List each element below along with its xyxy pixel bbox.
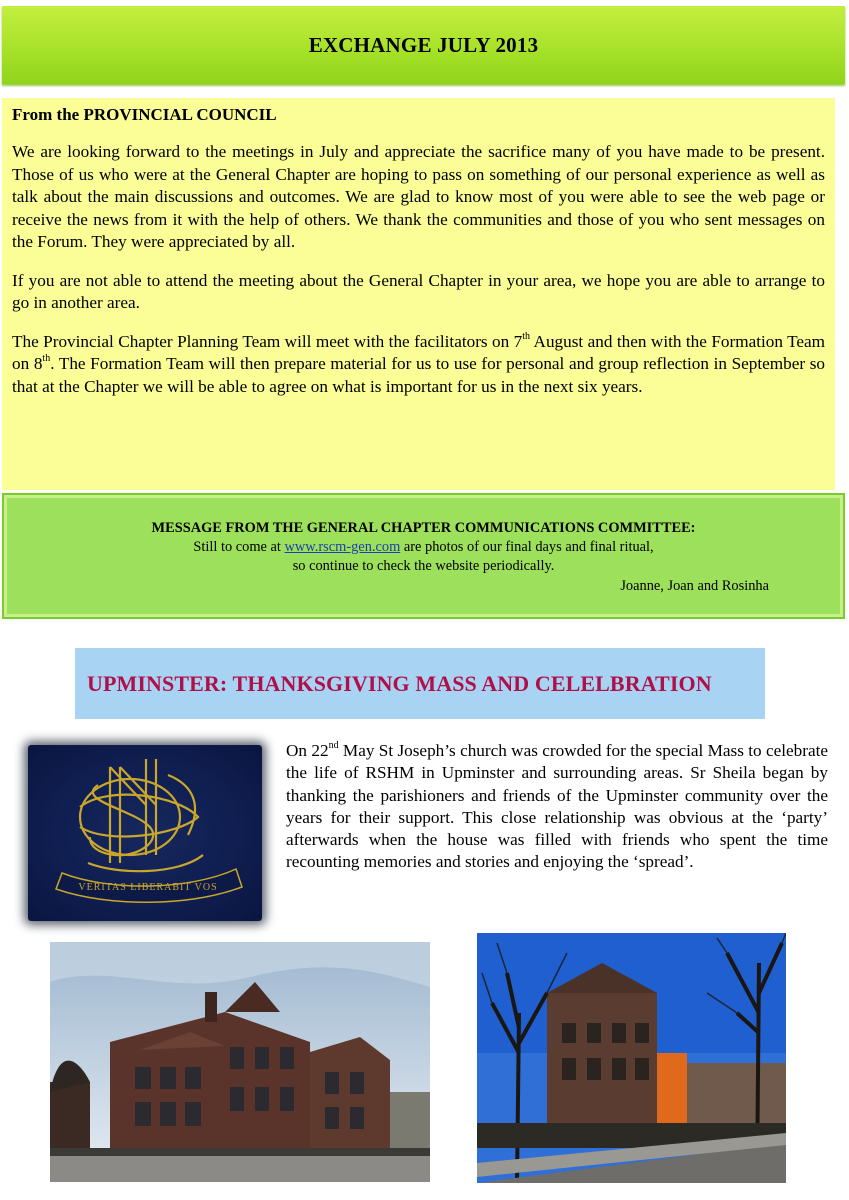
house-photo-graphic [50, 942, 430, 1182]
communications-message-box [2, 493, 845, 619]
message-title: MESSAGE FROM THE GENERAL CHAPTER COMMUNICATIONS COMMITTEE: [151, 520, 696, 536]
header-banner [2, 6, 845, 84]
council-paragraph-3-part-c: . The Formation Team will then prepare material for us to use for personal and group reflection in September so that at the Chapter we will be able to agree on what is important for us in the next six years. [12, 354, 826, 396]
message-body [4, 519, 843, 576]
message-signature: Joanne, Joan and Rosinha [620, 578, 769, 594]
message-line-1-post: are photos of our final days and final ritual, [400, 539, 654, 555]
thanksgiving-story [286, 740, 828, 874]
message-line-1 [4, 538, 843, 557]
council-heading: From the PROVINCIAL COUNCIL [12, 105, 277, 124]
ordinal-suffix: nd [328, 740, 339, 752]
council-paragraph-3 [12, 331, 825, 399]
ordinal-suffix: th [522, 330, 531, 342]
ordinal-suffix: th [42, 353, 51, 365]
council-paragraph-2: If you are not able to attend the meeting about the General Chapter in your area, we hope you are able to arrange to go in another area. [12, 270, 825, 312]
crest-monogram-graphic [28, 745, 262, 921]
page-title: EXCHANGE JULY 2013 [308, 32, 539, 57]
provincial-council-section [2, 98, 835, 490]
upminster-title: UPMINSTER: THANKSGIVING MASS AND CELELBRATION [87, 671, 712, 696]
message-line-1-pre: Still to come at [193, 539, 285, 555]
crest-motto: VERITAS LIBERABIT VOS [78, 882, 218, 893]
council-paragraph-3-part-b: August and then with the Formation Team on 8 [12, 331, 825, 373]
message-line-2: so continue to check the website periodically. [292, 558, 555, 574]
council-paragraph-1: We are looking forward to the meetings in July and appreciate the sacrifice many of you have made to be present. Those of us who were at the General Chapter are hoping to pass on something of our personal experience as well as talk about the main discussions and outcomes. We are glad to know most of you were able to see the web page or receive the news from it with the help of others. We thank the communities and those of you who sent messages on the Forum. They were appreciated by all. [12, 142, 825, 251]
school-photo-graphic [477, 933, 786, 1183]
website-link[interactable]: www.rscm-gen.com [284, 539, 401, 555]
council-paragraph-3-part-a: The Provincial Chapter Planning Team will meet with the facilitators on 7 [12, 331, 523, 351]
upminster-banner [75, 648, 765, 719]
upminster-school-photo [477, 933, 786, 1183]
upminster-house-photo [50, 942, 430, 1182]
story-part-a: On 22 [286, 741, 329, 760]
rshm-crest-image [28, 745, 262, 921]
story-part-b: May St Joseph’s church was crowded for the special Mass to celebrate the life of RSHM in Upminster and surrounding areas. Sr Sheila began by thanking the parishioners and friends of the Upminster community over the years for their support. This close relationship was obvious at the ‘party’ afterwards when the house was filled with friends who spent the time recounting memories and stories and enjoying the ‘spread’. [286, 741, 828, 872]
